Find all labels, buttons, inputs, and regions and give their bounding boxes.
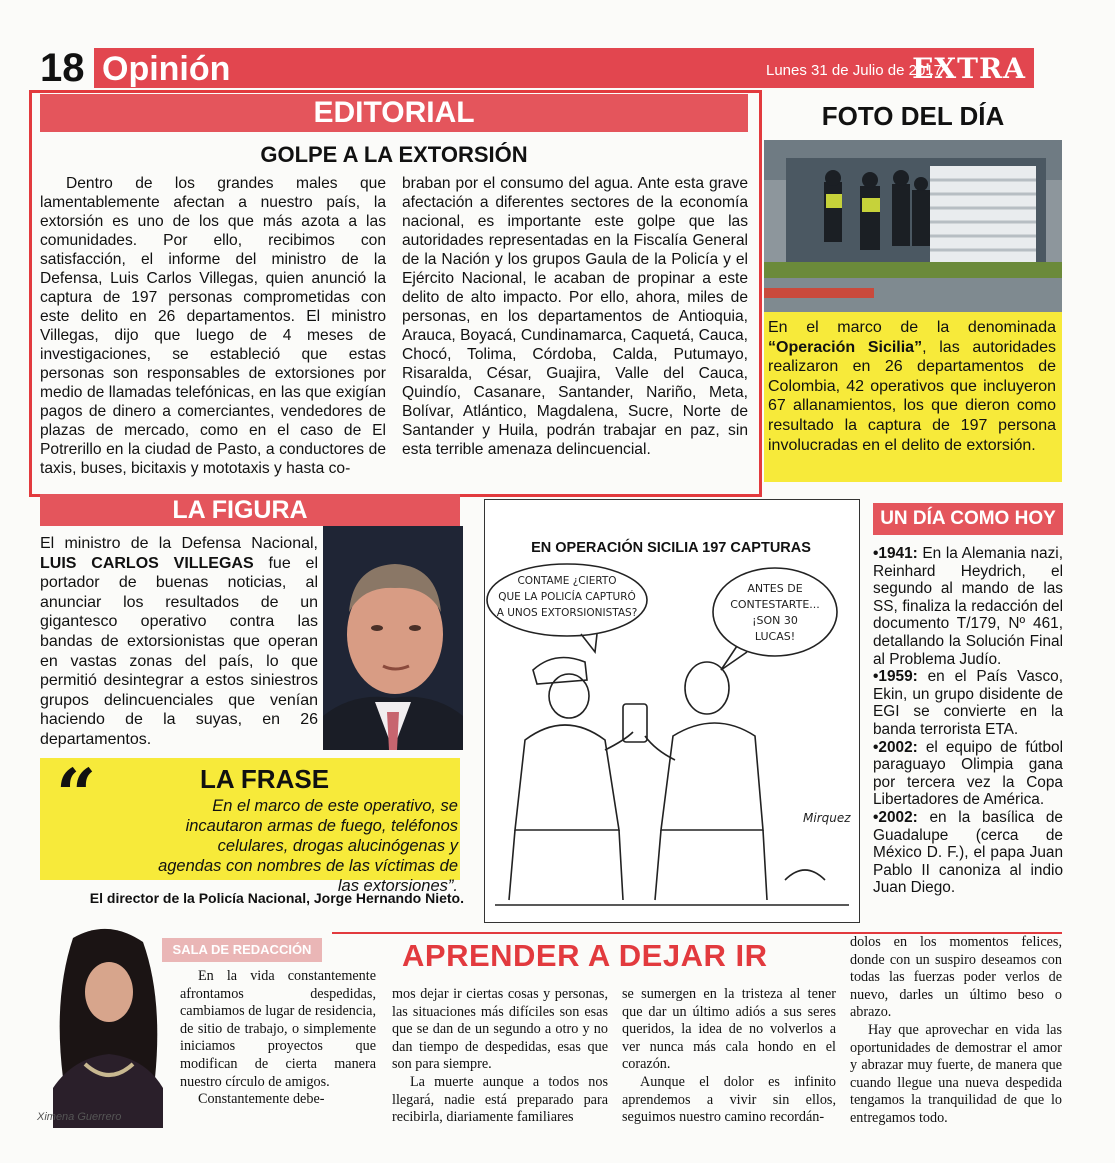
caption-text: , las autoridades realizaron en 26 departamentos de Colombia, 42 operativos que incluyeron 67 allanamientos, los que dieron como resultado la captura de 197 persona involucradas en el delito de extorsión. xyxy=(768,338,1057,454)
event-year: •1941: xyxy=(873,545,918,562)
list-item xyxy=(873,668,1063,738)
issue-date: Lunes 31 de Julio de 2017 xyxy=(766,62,942,79)
list-item xyxy=(873,809,1063,897)
sala-column-3 xyxy=(622,986,836,1127)
paragraph: Aunque el dolor es infinito aprendemos a vivir sin ellos, seguimos nuestro camino recordán- xyxy=(622,1073,836,1126)
section-header-bar xyxy=(94,48,1034,88)
quote-mark-icon: “ xyxy=(56,753,97,836)
editorial-label: EDITORIAL xyxy=(40,94,748,132)
foto-del-dia-image xyxy=(764,140,1062,312)
editorial-column-1 xyxy=(40,174,386,478)
section-title: Opinión xyxy=(102,50,231,88)
paragraph: Hay que aprovechar en vida las oportunidades de demostrar el amor y abrazar muy fuerte, de manera que cuando llegue una nueva despedida tengamos la tranquilidad de que lo entregamos todo. xyxy=(850,1021,1062,1126)
la-frase-label: LA FRASE xyxy=(200,764,330,794)
bubble1-line: CONTAME ¿CIERTO xyxy=(517,575,617,587)
minister-portrait xyxy=(323,526,463,750)
bubble2-line: ¡SON 30 xyxy=(752,614,798,627)
la-figura-label: LA FIGURA xyxy=(172,496,308,524)
editorial-text-2: braban por el consumo del agua. Ante esta grave afectación a diferentes sectores de la economía nacional, es importante este golpe que las autoridades representadas en la Fiscalía General de la Nación y los grupos Gaula de la Policía y el Ejército Nacional, le acaban de propinar a este delito de alto impacto. Por ello, ahora, miles de personas, en los departamentos de Antioquia, Arauca, Boyacá, Cundinamarca, Caquetá, Cauca, Chocó, Tolima, Córdoba, Calda, Putumayo, Risaralda, César, Guajira, Valle del Cauca, Quindío, Casanare, Santander, Nariño, Meta, Bolívar, Atlántico, Magdalena, Sucre, Norte de Santander y Huila, podrán trabajar en paz, sin esta terrible amenaza delincuencial. xyxy=(402,175,748,458)
cartoon-title: EN OPERACIÓN SICILIA 197 CAPTURAS xyxy=(531,540,811,556)
paragraph: La muerte aunque a todos nos llegará, nadie está preparado para recibirla, diariamente familiares xyxy=(392,1073,608,1126)
paragraph: dolos en los momentos felices, donde con un suspiro deseamos con todas las fuerzas poder verlos de nuevo, darles un último beso o abrazo. xyxy=(850,934,1062,1021)
bubble1-line: A UNOS EXTORSIONISTAS? xyxy=(496,607,638,619)
la-frase-author: El director de la Policía Nacional, Jorge Hernando Nieto. xyxy=(89,890,464,906)
la-figura-text xyxy=(40,534,318,750)
event-text: En la Alemania nazi, Reinhard Heydrich, el segundo al mando de las SS, finaliza la redacción del documento T/179, Nº 461, detallando la Solución Final al Problema Judío. xyxy=(873,545,1063,668)
bubble1-line: QUE LA POLICÍA CAPTURÓ xyxy=(498,591,636,603)
editorial-title: GOLPE A LA EXTORSIÓN xyxy=(260,142,528,167)
editorial-column-2 xyxy=(402,174,748,459)
figura-text: El ministro de la Defensa Nacional, xyxy=(40,535,318,552)
event-text: en el País Vasco, Ekin, un grupo disidente de EGI se convierte en la banda terrorista ETA. xyxy=(873,668,1063,738)
caption-text: En el marco de la denominada xyxy=(768,319,1056,336)
foto-del-dia-label: FOTO DEL DÍA xyxy=(821,101,1005,131)
bubble2-line: CONTESTARTE... xyxy=(730,598,820,611)
event-year: •1959: xyxy=(873,668,918,686)
figura-text: fue el portador de buenas noticias, al anunciar los resultados de un gigantesco operativo contra las bandas de extorsionistas que operan en vastas zonas del país, lo que permitió desintegrar a estos siniestros grupos delincuenciales que venían haciendo de la suyas, en 26 departamentos. xyxy=(40,554,318,748)
paragraph: se sumergen en la tristeza al tener que dar un último adiós a sus seres queridos, la idea de no volverlos a ver nunca más cala hondo en el corazón. xyxy=(622,986,836,1073)
paragraph: mos dejar ir ciertas cosas y personas, las situaciones más difíciles son esas que se dan de un segundo a otro y no dan tiempo de despedidas, esas que son para siempre. xyxy=(392,986,608,1073)
brand-logo: EXTRA xyxy=(912,52,1026,85)
event-year: •2002: xyxy=(873,738,918,756)
editorial-text-1: Dentro de los grandes males que lamentablemente afectan a nuestro país, la extorsión es uno de los que más azota a las comunidades. Por ello, recibimos con satisfacción, el informe del ministro de la Defensa, Luis Carlos Villegas, quien anunció la captura de 197 personas comprometidas con este delito en 26 departamentos. El ministro Villegas, dijo que luego de 4 meses de investigaciones, se estableció que estas personas son responsables de extorsiones por medio de llamadas telefónicas, en las que exigían pagos de dinero a comerciantes, vendedores de plazas de mercado, como en el caso de El Potrerillo en la ciudad de Pasto, a conductores de taxis, buses, bicitaxis y mototaxis y hasta co- xyxy=(40,175,386,477)
column-title: APRENDER A DEJAR IR xyxy=(402,938,768,973)
un-dia-como-hoy-label: UN DÍA COMO HOY xyxy=(873,503,1063,535)
un-dia-como-hoy-list xyxy=(873,545,1063,897)
sala-de-redaccion-badge: SALA DE REDACCIÓN xyxy=(162,938,322,962)
bubble2-line: ANTES DE xyxy=(747,582,803,595)
event-year: •2002: xyxy=(873,808,918,826)
page-number: 18 xyxy=(40,46,85,90)
sala-column-1 xyxy=(180,968,376,1109)
bubble2-line: LUCAS! xyxy=(754,630,796,643)
paragraph: En la vida constantemente afrontamos despedidas, cambiamos de lugar de residencia, de sitio de trabajo, o simplemente iniciamos proyectos que modifican de cierta manera nuestro círculo de amigos. xyxy=(180,968,376,1090)
la-frase-quote: En el marco de este operativo, se incautaron armas de fuego, teléfonos celulares, drogas alucinógenas y agendas con nombres de las víctimas de las extorsiones”. xyxy=(158,797,458,895)
event-text: en la basílica de Guadalupe (cerca de México D. F.), el papa Juan Pablo II canoniza al indio Juan Diego. xyxy=(873,808,1063,897)
columnist-name: Ximena Guerrero xyxy=(37,1111,122,1123)
sala-column-4 xyxy=(850,934,1062,1128)
list-item xyxy=(873,739,1063,809)
figura-name: LUIS CARLOS VILLEGAS xyxy=(40,554,254,572)
paragraph: Constantemente debe- xyxy=(198,1091,325,1108)
columnist-photo xyxy=(33,918,183,1128)
list-item xyxy=(873,545,1063,668)
cartoon-panel xyxy=(484,499,860,923)
sala-column-2 xyxy=(392,986,608,1127)
caption-operation: “Operación Sicilia” xyxy=(768,338,923,356)
cartoonist-signature: Mirquez xyxy=(803,811,851,825)
foto-del-dia-caption xyxy=(764,312,1062,482)
event-text: el equipo de fútbol paraguayo Olimpia gana por tercera vez la Copa Libertadores de América. xyxy=(873,738,1063,809)
